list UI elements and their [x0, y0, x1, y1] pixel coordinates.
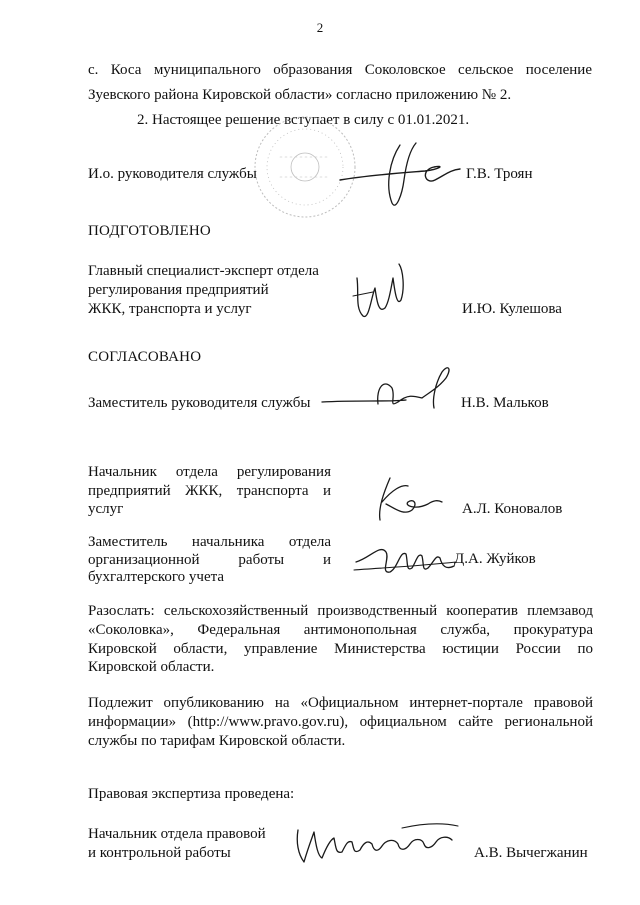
- signer-3-position-line-3: бухгалтерского учета: [88, 569, 225, 585]
- prepared-position-line-3: ЖКК, транспорта и услуг: [88, 301, 252, 317]
- publication-line-3: службы по тарифам Кировской области.: [88, 733, 346, 749]
- signer-1-position: Заместитель руководителя службы: [88, 395, 311, 411]
- legal-position-line-2: и контрольной работы: [88, 845, 231, 861]
- signer-1-signature: [318, 358, 468, 428]
- page-number: 2: [316, 20, 324, 35]
- signer-2-position-line-2: предприятий ЖКК, транспорта и: [88, 483, 331, 499]
- legal-review-text: Правовая экспертиза проведена:: [88, 786, 295, 802]
- prepared-position-line-2: регулирования предприятий: [88, 282, 269, 298]
- distribution-line-2: «Соколовка», Федеральная антимонопольная служба, прокуратура: [88, 622, 593, 638]
- legal-signature: [290, 818, 465, 868]
- publication-line-2: информации» (http://www.pravo.gov.ru), официальном сайте региональной: [88, 714, 593, 730]
- legal-name: А.В. Вычегжанин: [474, 845, 588, 861]
- distribution-line-3: Кировской области, управление Министерства юстиции России по: [88, 641, 593, 657]
- head-signature: [330, 125, 470, 215]
- head-name: Г.В. Троян: [466, 166, 533, 182]
- signer-2-position-line-3: услуг: [88, 501, 124, 517]
- signer-3-position-line-1: Заместитель начальника отдела: [88, 534, 331, 550]
- prepared-position-line-1: Главный специалист-эксперт отдела: [88, 263, 319, 279]
- clause-2: 2. Настоящее решение вступает в силу с 01.01.2021.: [137, 112, 470, 128]
- signer-2-name: А.Л. Коновалов: [462, 501, 563, 517]
- distribution-line-4: Кировской области.: [88, 659, 215, 675]
- prepared-name: И.Ю. Кулешова: [462, 301, 562, 317]
- signer-1-name: Н.В. Мальков: [461, 395, 549, 411]
- intro-line-1: с. Коса муниципального образования Соколовское сельское поселение: [88, 62, 592, 78]
- distribution-line-1: Разослать: сельскохозяйственный производственный кооператив племзавод: [88, 603, 593, 619]
- prepared-heading: ПОДГОТОВЛЕНО: [88, 223, 211, 239]
- publication-line-1: Подлежит опубликованию на «Официальном интернет-портале правовой: [88, 695, 593, 711]
- signer-2-signature: [368, 470, 448, 530]
- legal-position-line-1: Начальник отдела правовой: [88, 826, 266, 842]
- signer-3-position-line-2: организационной работы и: [88, 552, 331, 568]
- signer-3-name: Д.А. Жуйков: [454, 551, 536, 567]
- head-position: И.о. руководителя службы: [88, 166, 257, 182]
- intro-line-2: Зуевского района Кировской области» согласно приложению № 2.: [88, 87, 512, 103]
- signer-3-signature: [350, 538, 460, 583]
- agreed-heading: СОГЛАСОВАНО: [88, 349, 202, 365]
- signer-2-position-line-1: Начальник отдела регулирования: [88, 464, 331, 480]
- prepared-signature: [345, 258, 415, 328]
